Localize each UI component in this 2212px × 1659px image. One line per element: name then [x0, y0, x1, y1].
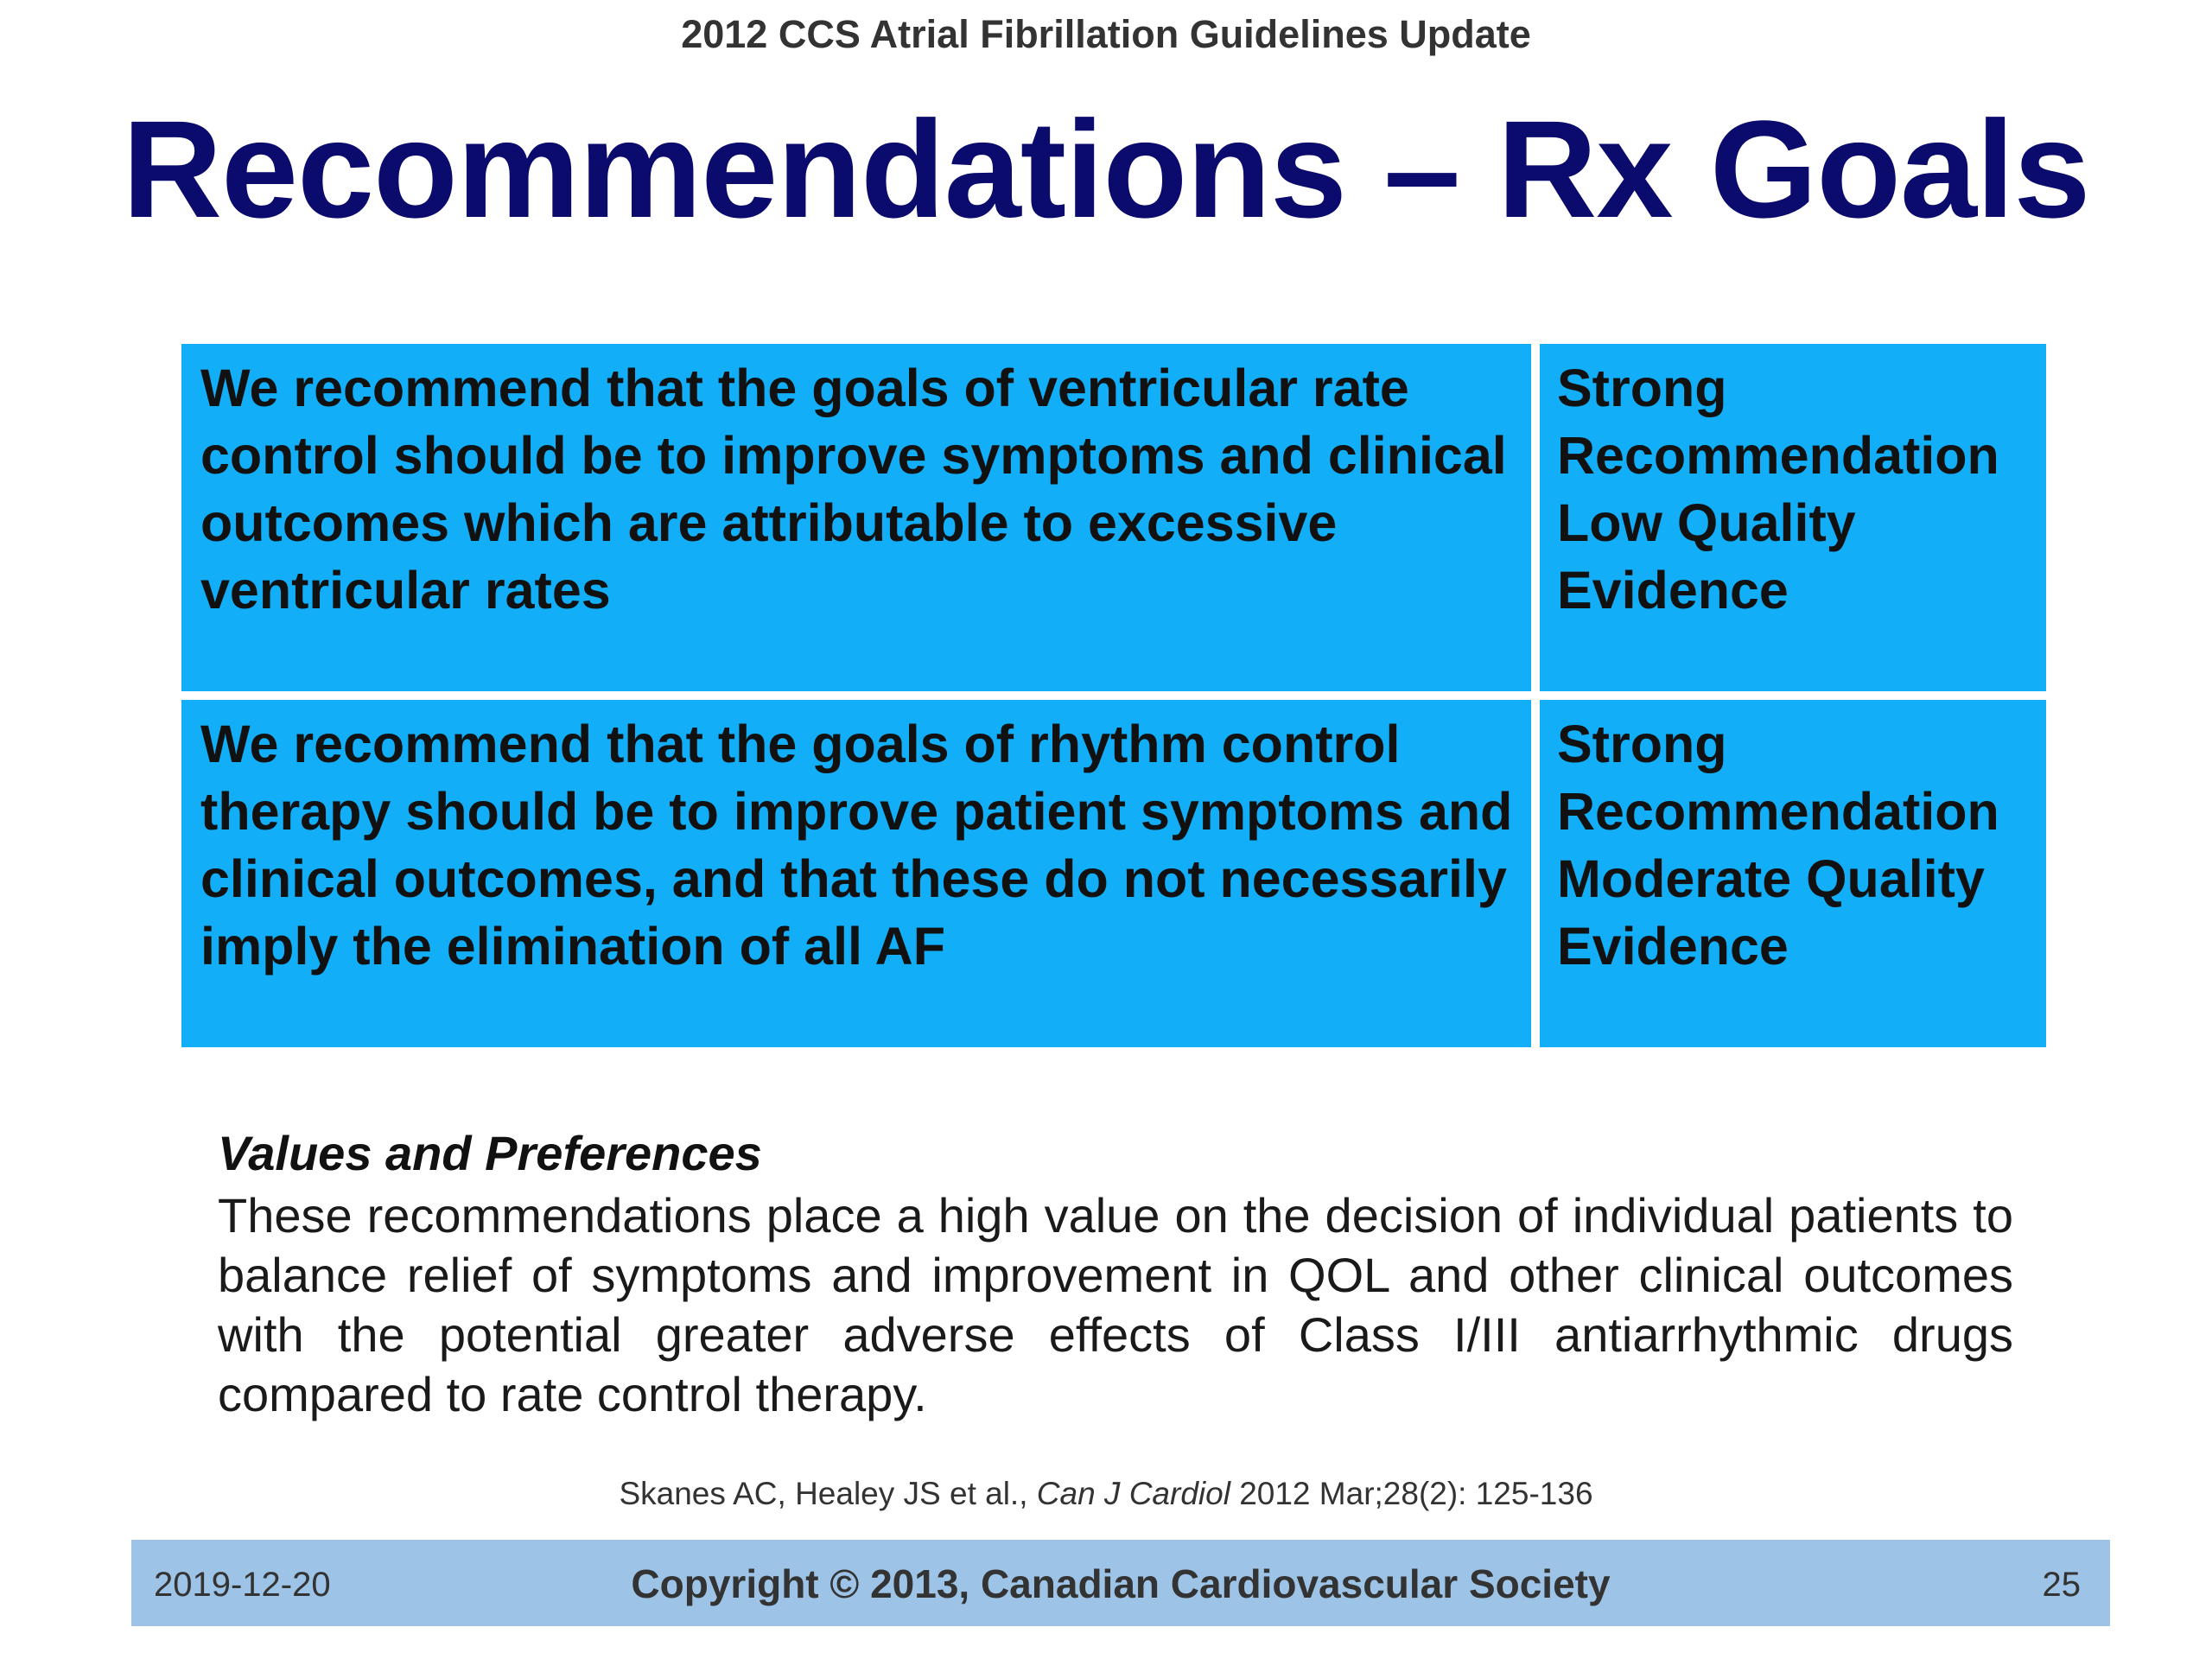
recommendation-row — [181, 344, 2046, 691]
citation-journal: Can J Cardiol — [1036, 1476, 1230, 1511]
footer-date: 2019-12-20 — [154, 1566, 331, 1604]
recommendation-row — [181, 700, 2046, 1047]
grade-line: Evidence — [1557, 917, 1789, 976]
values-section — [218, 1123, 2013, 1424]
recommendations-table — [181, 344, 2046, 1047]
recommendation-text: We recommend that the goals of ventricular rate control should be to improve symptoms and clinical outcomes which are attributable to excessive ventricular rates — [181, 344, 1531, 691]
grade-line: Moderate Quality — [1557, 849, 1985, 908]
slide-subtitle: 2012 CCS Atrial Fibrillation Guidelines Update — [681, 12, 1531, 56]
grade-line: Evidence — [1557, 561, 1789, 620]
page-number: 25 — [2042, 1566, 2081, 1604]
values-body: These recommendations place a high value on the decision of individual patients to balance relief of symptoms and improvement in QOL and other clinical outcomes with the potential greater adverse effects of Class I/III antiarrhythmic drugs compared to rate control therapy. — [218, 1188, 2013, 1421]
recommendation-text: We recommend that the goals of rhythm control therapy should be to improve patient symptoms and clinical outcomes, and that these do not necessarily imply the elimination of all AF — [181, 700, 1531, 1047]
values-heading: Values and Preferences — [218, 1126, 762, 1180]
recommendation-grade — [1540, 344, 2046, 691]
recommendation-grade — [1540, 700, 2046, 1047]
footer-copyright: Copyright © 2013, Canadian Cardiovascular Society — [631, 1561, 1611, 1606]
slide-title: Recommendations – Rx Goals — [122, 92, 2090, 246]
citation-authors: Skanes AC, Healey JS et al., — [619, 1476, 1028, 1511]
footer-bar — [131, 1540, 2110, 1626]
grade-line: Recommendation — [1557, 426, 1999, 485]
citation — [0, 1476, 2212, 1512]
grade-line: Recommendation — [1557, 782, 1999, 841]
grade-line: Strong — [1557, 359, 1727, 417]
grade-line: Low Quality — [1557, 493, 1856, 552]
citation-details: 2012 Mar;28(2): 125-136 — [1239, 1476, 1593, 1511]
grade-line: Strong — [1557, 715, 1727, 773]
